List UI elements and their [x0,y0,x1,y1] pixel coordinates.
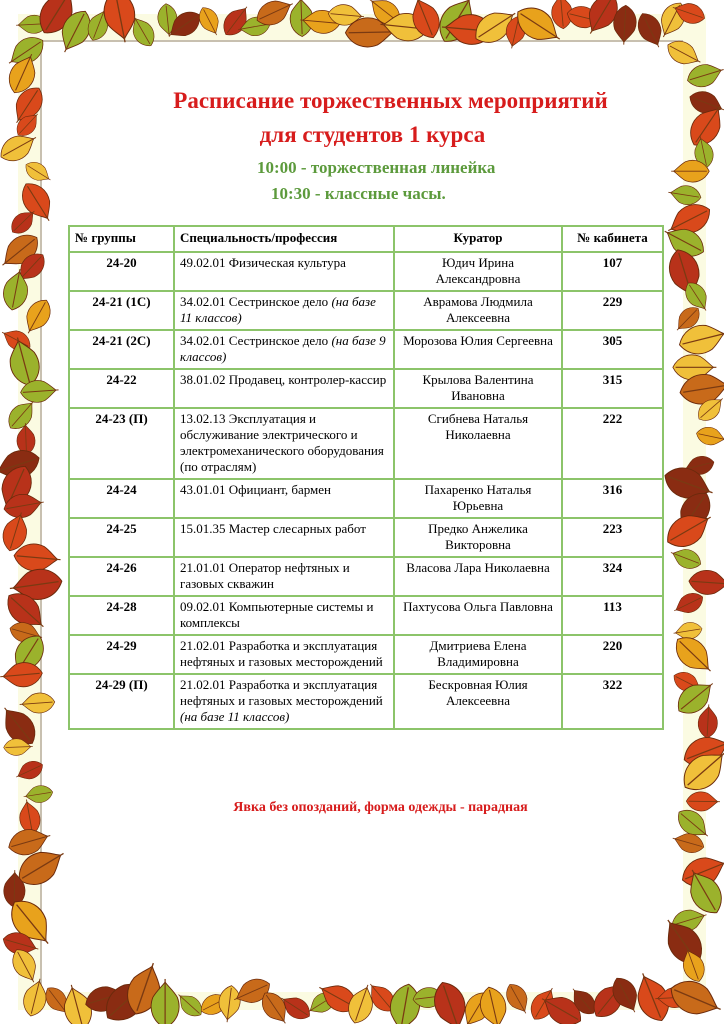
curator-cell: Аврамова Людмила Алексеевна [394,291,562,330]
room-cell: 305 [562,330,663,369]
specialty-text: 38.01.02 Продавец, контролер-кассир [180,372,387,387]
room-cell: 113 [562,596,663,635]
specialty-text: 15.01.35 Мастер слесарных работ [180,521,366,536]
curator-cell: Сгибнева Наталья Николаевна [394,408,562,479]
room-cell: 315 [562,369,663,408]
table-header-row [69,226,663,252]
group-cell: 24-21 (2С) [69,330,174,369]
specialty-cell [174,291,394,330]
group-cell: 24-23 (П) [69,408,174,479]
event-line-2: 10:30 - классные часы. [271,184,446,203]
group-cell: 24-22 [69,369,174,408]
table-row [69,518,663,557]
curator-cell: Крылова Валентина Ивановна [394,369,562,408]
specialty-cell [174,674,394,729]
table-row [69,596,663,635]
table-row [69,252,663,291]
specialty-text: 34.02.01 Сестринское дело [180,294,329,309]
room-cell: 220 [562,635,663,674]
curator-cell: Предко Анжелика Викторовна [394,518,562,557]
specialty-text: 09.02.01 Компьютерные системы и комплексы [180,599,374,630]
specialty-cell [174,408,394,479]
group-cell: 24-25 [69,518,174,557]
specialty-cell [174,252,394,291]
specialty-text: 21.02.01 Разработка и эксплуатация нефтяных и газовых месторождений [180,677,383,708]
specialty-cell [174,479,394,518]
group-cell: 24-24 [69,479,174,518]
schedule-table [68,225,664,730]
col-header-room: № кабинета [562,226,663,252]
specialty-note: (на базе 11 классов) [180,709,290,724]
group-cell: 24-28 [69,596,174,635]
curator-cell: Власова Лара Николаевна [394,557,562,596]
specialty-cell [174,518,394,557]
table-row [69,635,663,674]
specialty-cell [174,557,394,596]
room-cell: 322 [562,674,663,729]
group-cell: 24-26 [69,557,174,596]
document-title-line2: для студентов 1 курса [259,122,486,147]
specialty-text: 21.02.01 Разработка и эксплуатация нефтяных и газовых месторождений [180,638,383,669]
specialty-text: 13.02.13 Эксплуатация и обслуживание электрического и электромеханического оборудования (по отраслям) [180,411,384,474]
specialty-cell [174,369,394,408]
col-header-group: № группы [69,226,174,252]
curator-cell: Дмитриева Елена Владимировна [394,635,562,674]
table-row [69,674,663,729]
table-row [69,291,663,330]
group-cell: 24-21 (1С) [69,291,174,330]
specialty-note: (на базе 9 классов) [180,333,386,364]
table-row [69,330,663,369]
specialty-text: 21.01.01 Оператор нефтяных и газовых скважин [180,560,350,591]
specialty-cell [174,330,394,369]
table-row [69,408,663,479]
specialty-note: (на базе 11 классов) [180,294,376,325]
room-cell: 316 [562,479,663,518]
curator-cell: Пахтусова Ольга Павловна [394,596,562,635]
curator-cell: Юдич Ирина Александровна [394,252,562,291]
footer-note: Явка без опозданий, форма одежды - парадная [233,800,528,815]
table-row [69,557,663,596]
room-cell: 107 [562,252,663,291]
specialty-text: 43.01.01 Официант, бармен [180,482,332,497]
specialty-text: 49.02.01 Физическая культура [180,255,346,270]
curator-cell: Морозова Юлия Сергеевна [394,330,562,369]
room-cell: 222 [562,408,663,479]
col-header-specialty: Специальность/профессия [174,226,394,252]
room-cell: 229 [562,291,663,330]
table-row [69,479,663,518]
table-body [69,252,663,729]
room-cell: 223 [562,518,663,557]
group-cell: 24-29 (П) [69,674,174,729]
specialty-cell [174,596,394,635]
document-title: Расписание торжественных мероприятий [173,88,608,113]
event-line-1: 10:00 - торжественная линейка [257,158,496,177]
table-row [69,369,663,408]
room-cell: 324 [562,557,663,596]
col-header-curator: Куратор [394,226,562,252]
group-cell: 24-20 [69,252,174,291]
group-cell: 24-29 [69,635,174,674]
specialty-text: 34.02.01 Сестринское дело [180,333,329,348]
curator-cell: Бескровная Юлия Алексеевна [394,674,562,729]
specialty-cell [174,635,394,674]
curator-cell: Пахаренко Наталья Юрьевна [394,479,562,518]
